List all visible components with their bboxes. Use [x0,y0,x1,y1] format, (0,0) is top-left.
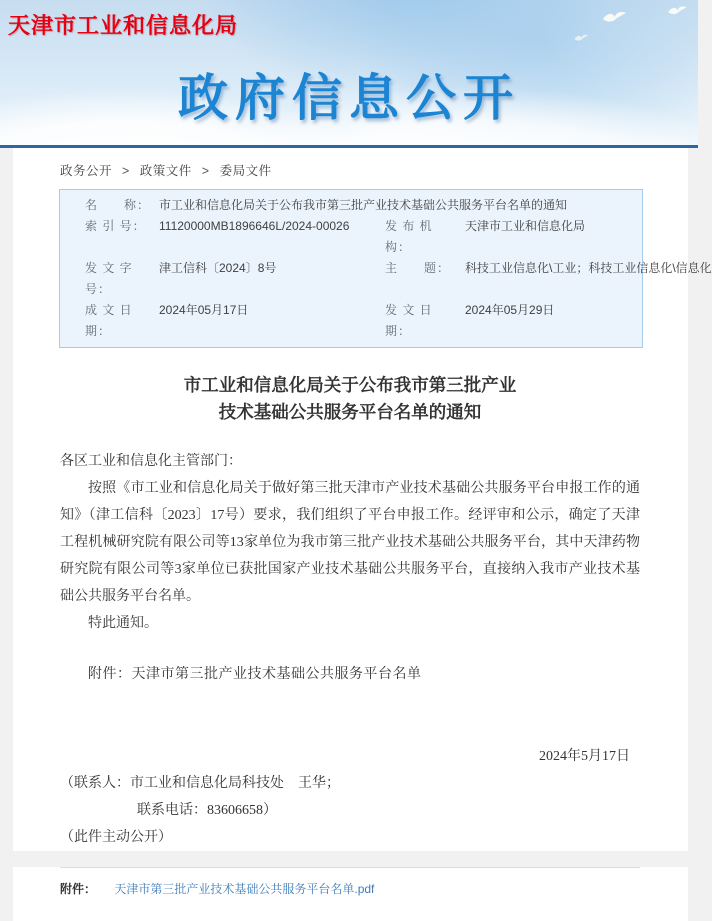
dove-icon [667,5,688,19]
document-date: 2024年5月17日 [539,749,630,764]
meta-docnumber-value: 津工信科〔2024〕8号 [159,261,277,275]
dove-icon [573,34,589,45]
breadcrumb [60,161,640,179]
meta-publish-date-value: 2024年05月29日 [465,303,555,317]
meta-row-name [85,195,632,216]
meta-written-date-label: 成 文 日 期： [85,303,133,338]
meta-issuer-label: 发 布 机 构： [385,219,433,254]
breadcrumb-separator: > [122,164,130,178]
attachment-footer [13,867,688,921]
contact-phone-line: 联系电话：83606658） [137,803,277,818]
footer-attachment-label: 附件： [60,882,97,896]
meta-row-docnumber [85,258,712,300]
meta-name-label: 名 称： [85,198,151,212]
meta-docnumber-label: 发 文 字 号： [85,261,133,296]
agency-name-link[interactable]: 天津市工业和信息化局 [8,13,239,38]
meta-index-value: 11120000MB1896646L/2024-00026 [159,219,350,233]
dove-icon [601,10,627,28]
meta-subject-value: 科技工业信息化\工业；科技工业信息化\信息化 [465,261,712,275]
meta-written-date-value: 2024年05月17日 [159,303,249,317]
paragraph-main: 按照《市工业和信息化局关于做好第三批天津市产业技术基础公共服务平台申报工作的通知》（津工信科〔2023〕17号）要求，我们组织了平台申报工作。经评审和公示，确定了天津工程机械研究院有限公司等13家单位为我市第三批产业技术基础公共服务平台，其中天津药物研究院有限公司等3家单位已获批国家产业技术基础公共服务平台，直接纳入我市产业技术基础公共服务平台名单。 [60,481,640,604]
paragraph-notice: 特此通知。 [88,616,158,631]
meta-row-dates [85,300,632,342]
breadcrumb-item-policy-documents[interactable]: 政策文件 [139,164,192,178]
meta-index-label: 索 引 号： [85,219,146,233]
meta-publish-date-label: 发 文 日 期： [385,303,433,338]
contact-person-line: （联系人：市工业和信息化局科技处 王华； [60,776,340,791]
salutation: 各区工业和信息化主管部门： [60,454,242,469]
meta-name-value: 市工业和信息化局关于公布我市第三批产业技术基础公共服务平台名单的通知 [159,198,568,212]
main-content [13,148,712,851]
attachment-pdf-link[interactable]: 天津市第三批产业技术基础公共服务平台名单.pdf [114,882,375,896]
disclosure-note: （此件主动公开） [60,830,172,845]
meta-subject-label: 主 题： [385,261,451,275]
document-body [60,372,640,851]
site-banner [0,0,698,148]
document-title [60,372,640,426]
breadcrumb-item-bureau-documents[interactable]: 委局文件 [219,164,272,178]
breadcrumb-separator: > [201,164,210,178]
attachment-reference: 附件：天津市第三批产业技术基础公共服务平台名单 [88,667,422,682]
meta-issuer-value: 天津市工业和信息化局 [465,219,586,233]
document-title-line2: 技术基础公共服务平台名单的通知 [218,402,482,422]
breadcrumb-item-government-affairs[interactable]: 政务公开 [60,164,113,178]
document-meta-box [59,189,712,348]
meta-row-index [85,216,632,258]
document-title-line1: 市工业和信息化局关于公布我市第三批产业 [183,375,517,395]
banner-title: 政府信息公开 [178,70,520,126]
